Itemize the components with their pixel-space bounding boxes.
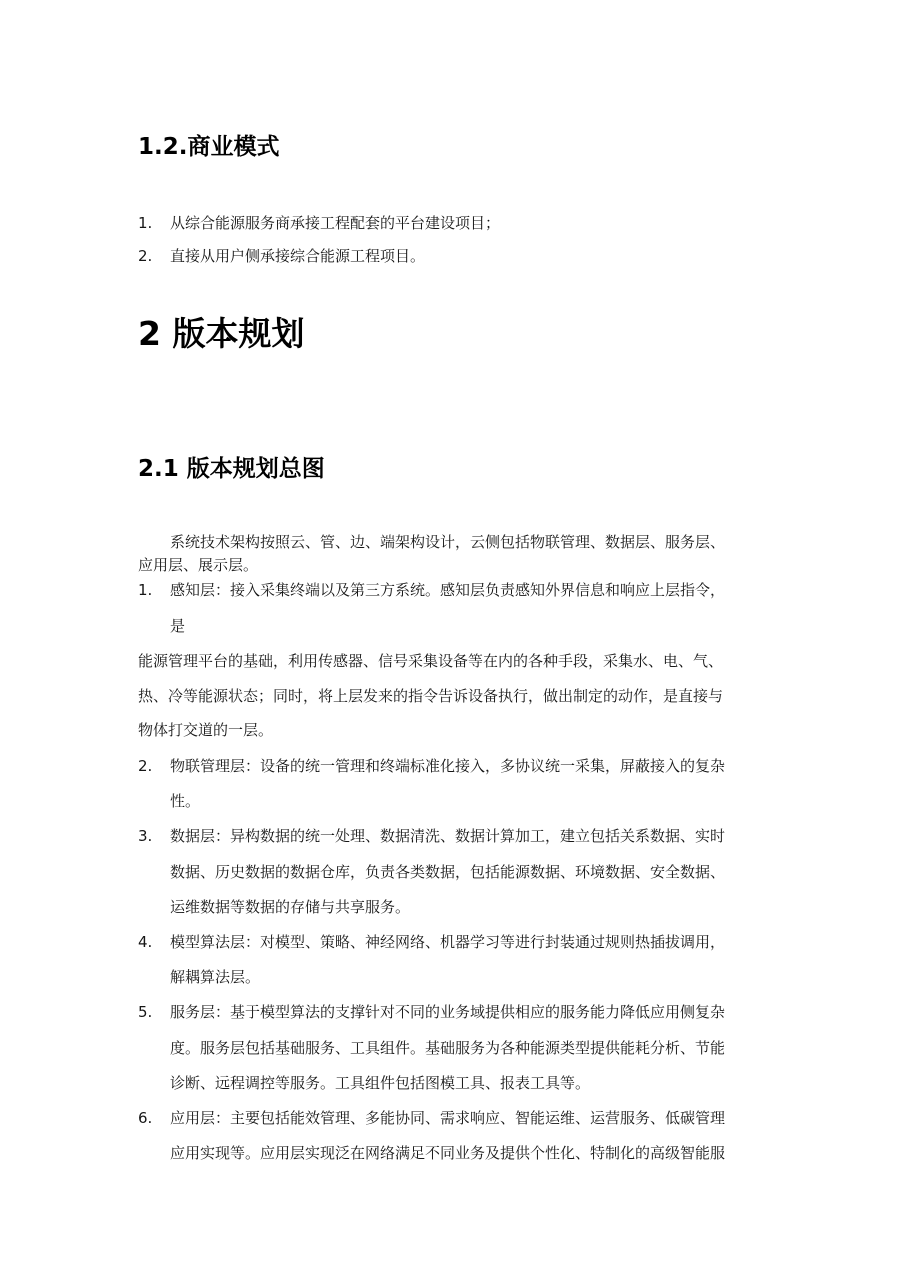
list-number: 2. (138, 757, 153, 775)
list-item-line: 物联管理层：设备的统一管理和终端标准化接入，多协议统一采集，屏蔽接入的复杂 (170, 757, 726, 775)
list-item-line: 感知层：接入采集终端以及第三方系统。感知层负责感知外界信息和响应上层指令， (170, 581, 726, 599)
list-number: 2. (138, 247, 153, 265)
paragraph-line: 热、冷等能源状态；同时，将上层发来的指令告诉设备执行，做出制定的动作，是直接与 (138, 687, 724, 705)
paragraph-line: 物体打交道的一层。 (138, 721, 274, 739)
list-number: 4. (138, 933, 153, 951)
intro-paragraph-line: 应用层、展示层。 (138, 556, 259, 574)
list-item-line: 应用层：主要包括能效管理、多能协同、需求响应、智能运维、运营服务、低碳管理 (170, 1109, 726, 1127)
list-item: 从综合能源服务商承接工程配套的平台建设项目； (170, 214, 501, 232)
section-heading-1-2: 1.2.商业模式 (138, 134, 280, 160)
list-item-line: 数据、历史数据的数据仓库，负责各类数据，包括能源数据、环境数据、安全数据、 (170, 863, 726, 881)
list-item-line: 度。服务层包括基础服务、工具组件。基础服务为各种能源类型提供能耗分析、节能 (170, 1039, 726, 1057)
list-item-line: 解耦算法层。 (170, 968, 261, 986)
list-item-line: 运维数据等数据的存储与共享服务。 (170, 898, 411, 916)
list-item-line: 数据层：异构数据的统一处理、数据清洗、数据计算加工，建立包括关系数据、实时 (170, 827, 726, 845)
chapter-heading-2: 2 版本规划 (138, 314, 305, 353)
list-item-line: 诊断、远程调控等服务。工具组件包括图模工具、报表工具等。 (170, 1074, 591, 1092)
list-number: 1. (138, 581, 153, 599)
section-heading-2-1: 2.1 版本规划总图 (138, 456, 325, 482)
list-item: 直接从用户侧承接综合能源工程项目。 (170, 247, 426, 265)
paragraph-line: 能源管理平台的基础，利用传感器、信号采集设备等在内的各种手段，采集水、电、气、 (138, 652, 724, 670)
list-item-line: 模型算法层：对模型、策略、神经网络、机器学习等进行封装通过规则热插拔调用， (170, 933, 726, 951)
intro-paragraph-line: 系统技术架构按照云、管、边、端架构设计，云侧包括物联管理、数据层、服务层、 (170, 533, 726, 551)
list-number: 1. (138, 214, 153, 232)
list-item-line: 服务层：基于模型算法的支撑针对不同的业务域提供相应的服务能力降低应用侧复杂 (170, 1003, 726, 1021)
list-number: 6. (138, 1109, 153, 1127)
list-item-line: 性。 (170, 792, 201, 810)
list-item-line: 应用实现等。应用层实现泛在网络满足不同业务及提供个性化、特制化的高级智能服 (170, 1144, 726, 1162)
list-item-line: 是 (170, 617, 186, 635)
list-number: 3. (138, 827, 153, 845)
list-number: 5. (138, 1003, 153, 1021)
